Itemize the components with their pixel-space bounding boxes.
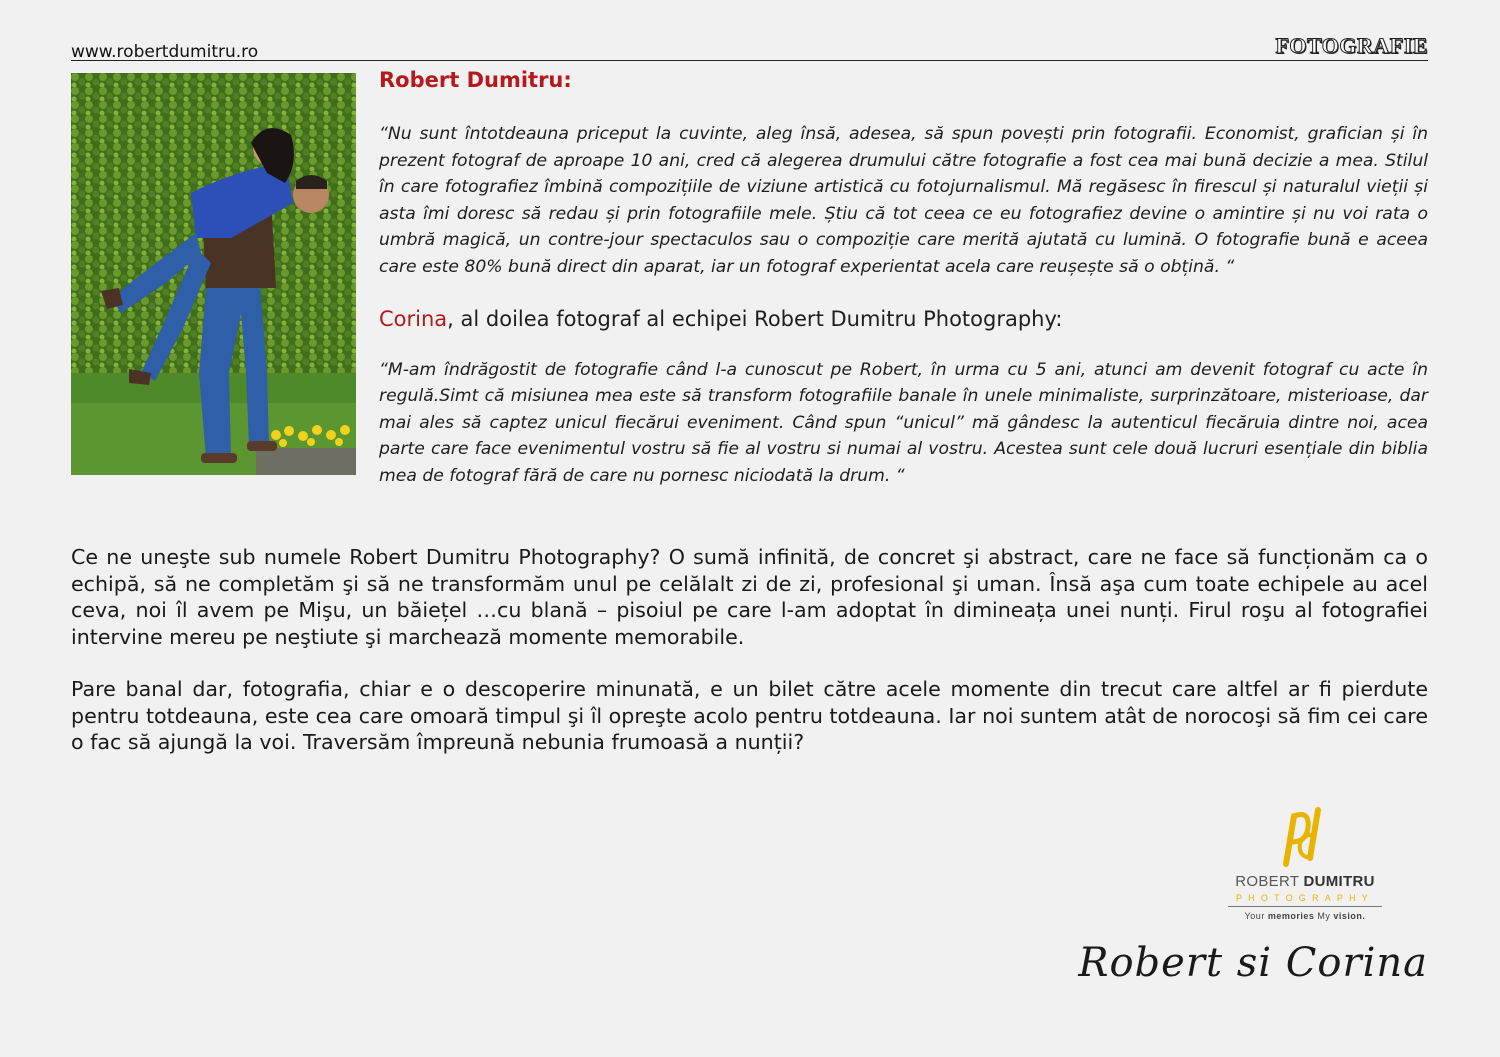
tagline-my: My — [1314, 911, 1334, 921]
logo-name-last: DUMITRU — [1303, 873, 1375, 890]
corina-intro-rest: , al doilea fotograf al echipei Robert Dumitru Photography: — [447, 306, 1063, 331]
corina-intro — [379, 305, 1428, 333]
logo-subtitle: PHOTOGRAPHY — [1228, 892, 1382, 907]
body-paragraph-1: Ce ne uneşte sub numele Robert Dumitru Photography? O sumă infinită, de concret şi abstract, care ne face să funcționăm ca o echipă, să ne completăm şi să ne transformăm unul pe celălalt zi de zi, profesional şi uman. Însă aşa cum toate echipele au acel ceva, noi îl avem pe Mişu, un băiețel …cu blană – pisoiul pe care l-am adoptat în dimineața unei nunți. Firul roşu al fotografiei intervine mereu pe neştiute şi marchează momente memorabile. — [71, 545, 1428, 649]
couple-photo — [71, 73, 356, 475]
page-header — [71, 30, 1428, 61]
robert-heading: Robert Dumitru: — [379, 68, 572, 92]
corina-quote: “M-am îndrăgostit de fotografie când l-a cunoscut pe Robert, în urma cu 5 ani, atunci am devenit fotograf cu acte în regulă.Simt că misiunea mea este să transform fotografiile banale în unele minimaliste, surprinzătoare, misterioase, dar mai ales să captez unicul fiecărui eveniment. Când spun “unicul” mă gândesc la autenticul fiecăruia dintre noi, acea parte care face evenimentul vostru să fie al vostru si numai al vostru. Acestea sunt cele două lucruri esențiale din biblia mea de fotograf fără de care nu pornesc niciodată la drum. “ — [379, 359, 1428, 486]
tagline-vision: vision. — [1333, 911, 1366, 921]
corina-name: Corina — [379, 306, 448, 331]
logo-tagline — [1228, 911, 1382, 921]
team-quotes — [379, 66, 1428, 490]
rd-monogram-icon — [1280, 806, 1330, 868]
body-paragraph-2: Pare banal dar, fotografia, chiar e o descoperire minunată, e un bilet către acele momente din trecut care altfel ar fi pierdute pentru totdeauna, este cea care omoară timpul şi îl opreşte acolo pentru totdeauna. Iar noi suntem atât de norocoşi să fim cei care o fac să ajungă la voi. Traversăm împreună nebunia frumoasă a nunții? — [71, 677, 1428, 754]
brand-logo — [1228, 806, 1382, 932]
logo-name-first: ROBERT — [1235, 873, 1304, 890]
logo-name — [1228, 874, 1382, 890]
site-url[interactable]: www.robertdumitru.ro — [71, 42, 259, 62]
section-title: FOTOGRAFIE — [1275, 33, 1428, 58]
robert-quote: “Nu sunt întotdeauna priceput la cuvinte, aleg însă, adesea, să spun povești prin fotografii. Economist, grafician și în prezent fotograf de aproape 10 ani, cred că alegerea drumului către fotografie a fost cea mai bună decizie a mea. Stilul în care fotografiez îmbină compozițiile de viziune artistică cu fotojurnalismul. Mă regăsesc în firescul și naturalul vieții și asta îmi doresc să redau și prin fotografiile mele. Știu că tot ceea ce eu fotografiez devine o amintire și nu voi rata o umbră magică, un contre-jour spectaculos sau o compoziție care merită ajutată cu lumină. O fotografie bună e aceea care este 80% bună direct din aparat, iar un fotograf experientat acela care reușește să o obțină. “ — [379, 124, 1428, 277]
signature: Robert si Corina — [1078, 940, 1428, 986]
tagline-memories: memories — [1267, 911, 1315, 921]
tagline-your: Your — [1244, 911, 1268, 921]
